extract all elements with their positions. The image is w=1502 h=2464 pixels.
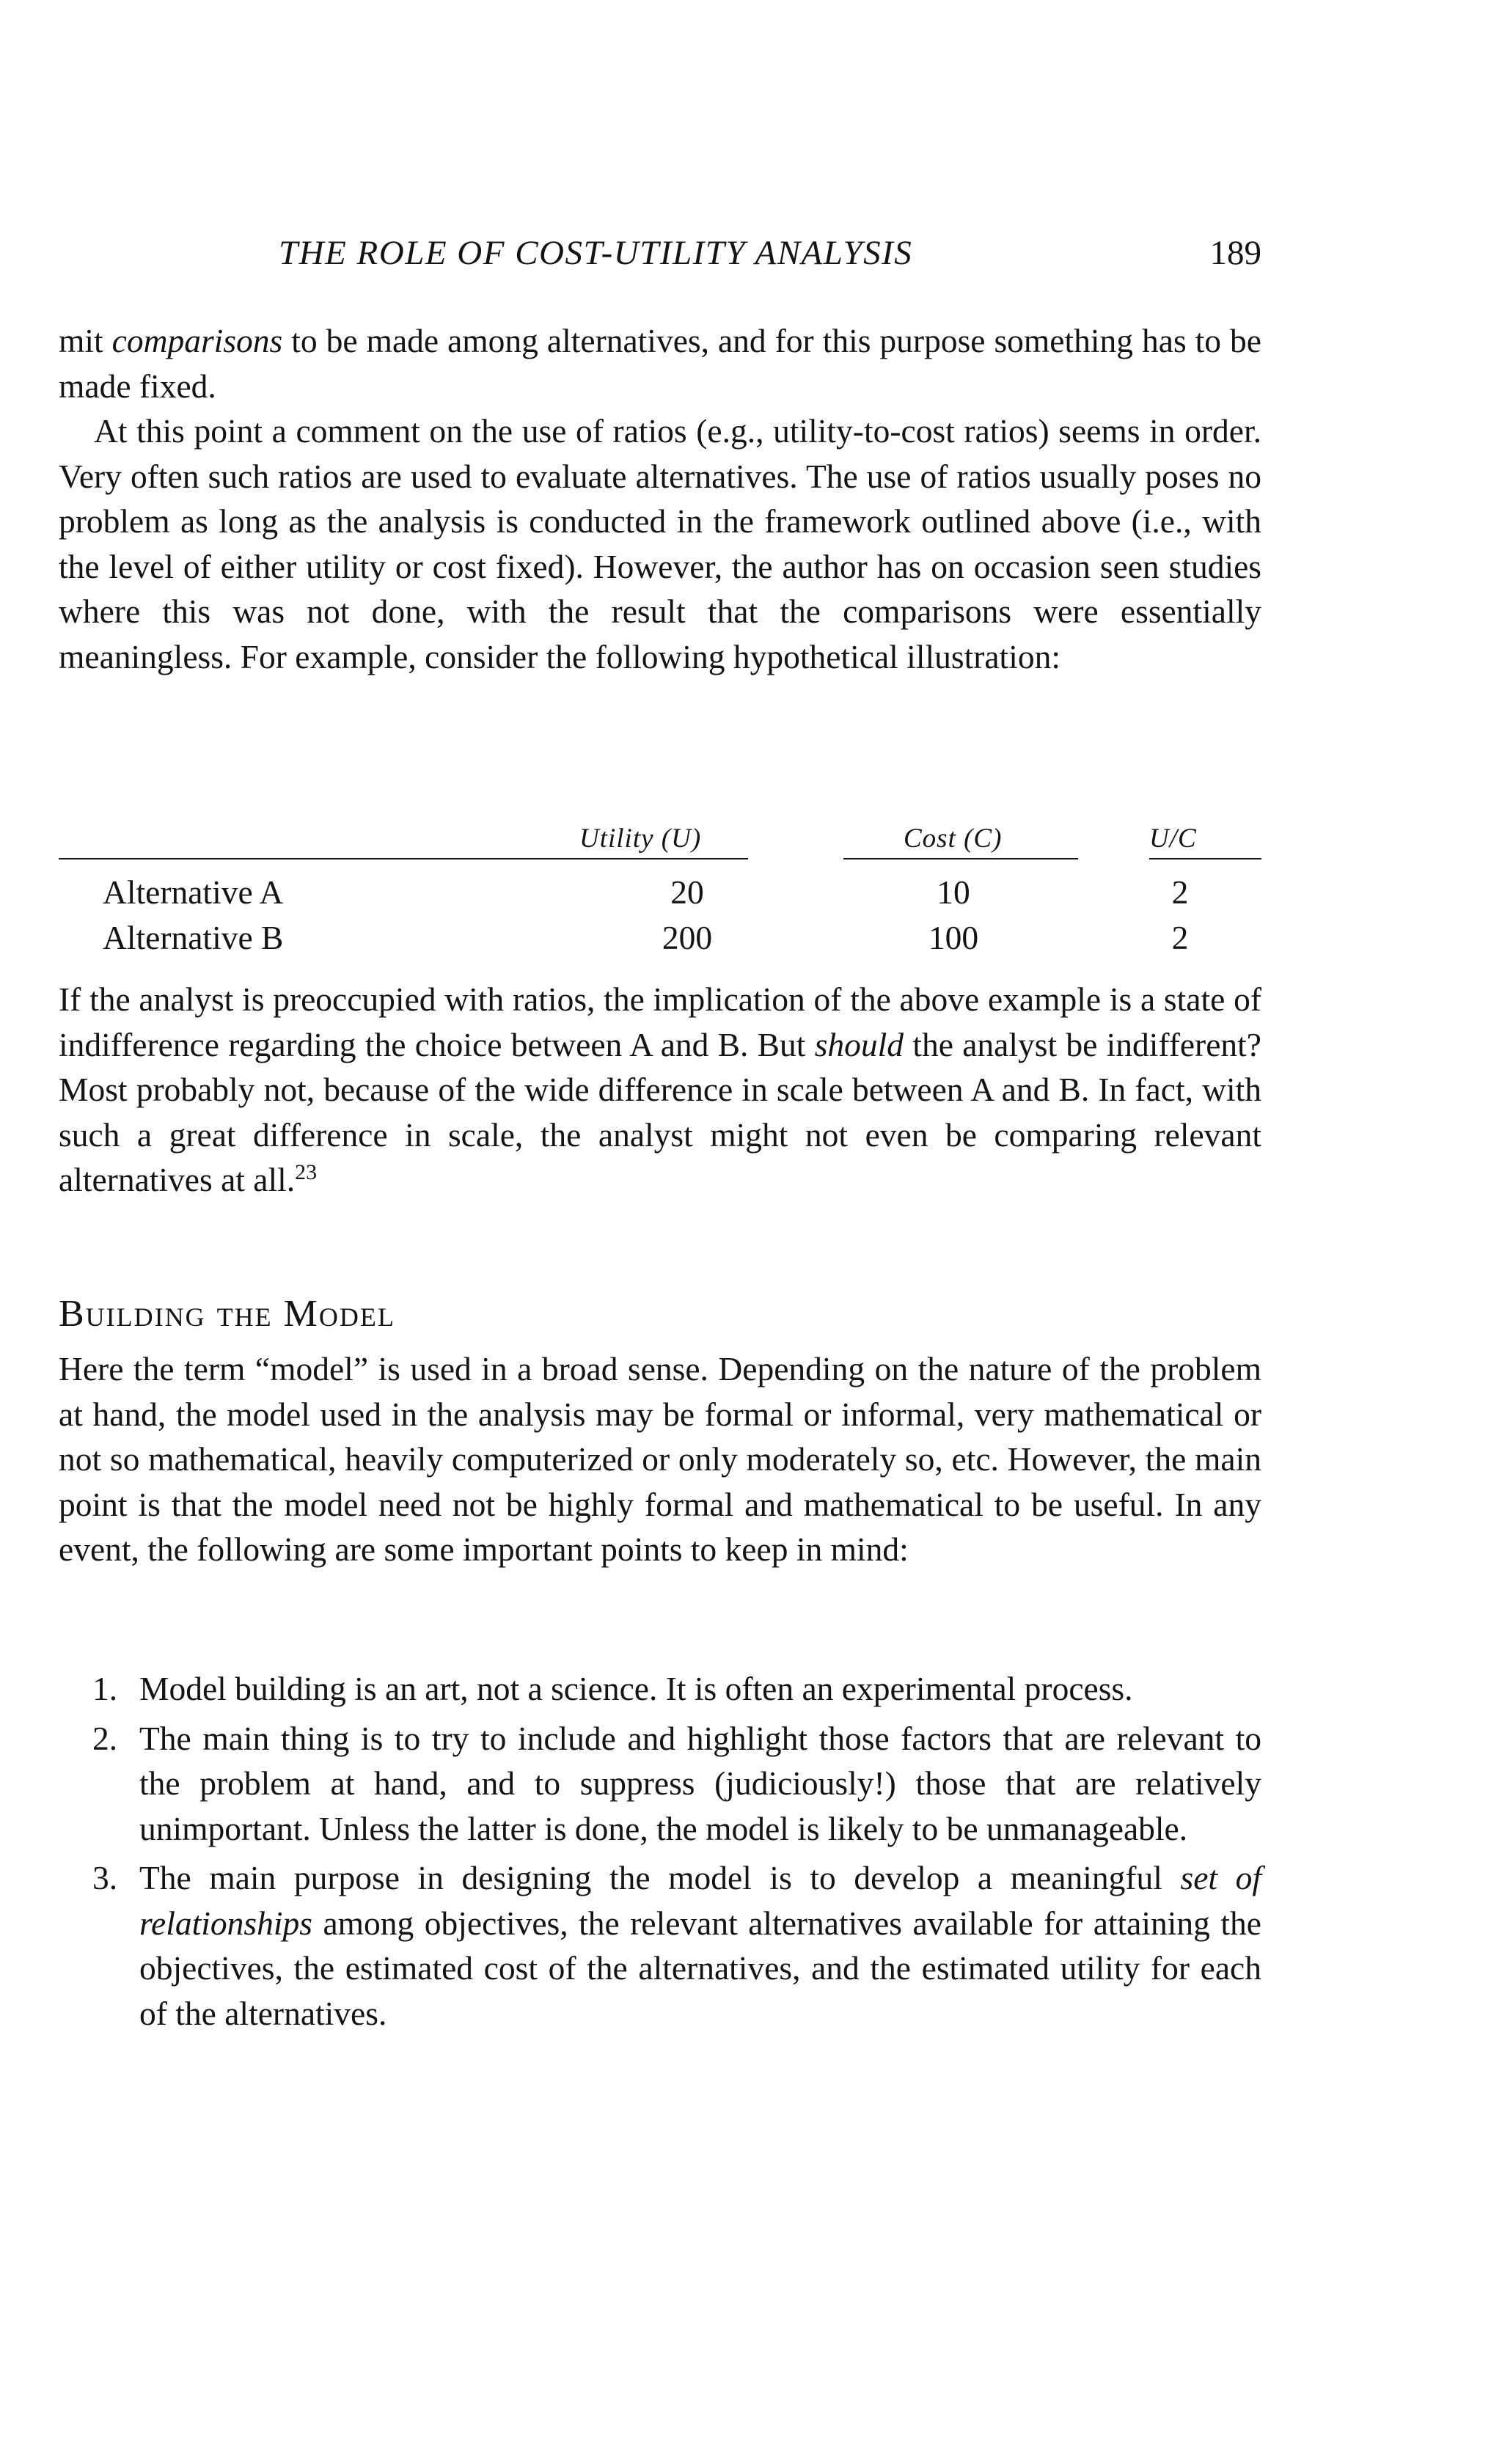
header-rule xyxy=(843,858,1078,859)
paragraph-text: to be made among alternatives, and for this purpose something has to be made fixed. xyxy=(59,322,1261,405)
column-header-utility: Utility (U) xyxy=(579,824,702,854)
model-paragraph xyxy=(59,1346,1261,1572)
ratio-value: 2 xyxy=(1171,919,1189,956)
paragraph xyxy=(59,977,1261,1203)
header-rule xyxy=(1149,858,1261,859)
column-header-ratio: U/C xyxy=(1149,824,1197,854)
list-number: 1. xyxy=(92,1670,118,1707)
list-item-text: Model building is an art, not a science. It is often an experimental process. xyxy=(139,1670,1133,1707)
list-item xyxy=(59,1666,1261,1712)
page-number: 189 xyxy=(1209,234,1261,272)
cost-value: 100 xyxy=(928,919,979,956)
opening-text-block xyxy=(59,318,1261,679)
utility-value: 200 xyxy=(662,919,713,956)
emphasis-text: comparisons xyxy=(111,322,283,359)
analysis-paragraph xyxy=(59,977,1261,1203)
running-title: THE ROLE OF COST-UTILITY ANALYSIS xyxy=(279,234,913,272)
paragraph-text: the analyst be indifferent? Most probably not, because of the wide difference in scale between A and B. In fact, with such a great difference in scale, the analyst might not even be comparing relevant alternatives at all. xyxy=(59,1025,1261,1198)
list-number: 3. xyxy=(92,1859,118,1896)
utility-value: 20 xyxy=(670,873,704,911)
emphasis-text: should xyxy=(814,1025,904,1063)
row-label: Alternative A xyxy=(103,873,284,911)
paragraph: Here the term “model” is used in a broad sense. Depending on the nature of the problem at hand, the model used in the analysis may be formal or informal, very mathematical or not so mathematical, heavily computerized or only moderately so, etc. However, the main point is that the model need not be highly formal and mathematical to be useful. In any event, the following are some important points to keep in mind: xyxy=(59,1350,1261,1568)
emphasis-text: set of relationships xyxy=(139,1859,1262,1942)
header-rule xyxy=(59,858,748,859)
list-item-text: The main purpose in designing the model is to develop a meaningful xyxy=(139,1859,1181,1896)
ratio-table xyxy=(59,823,1261,969)
column-header-cost: Cost (C) xyxy=(904,824,1003,854)
paragraph-text: mit xyxy=(59,322,112,359)
list-number: 2. xyxy=(92,1719,118,1757)
row-label: Alternative B xyxy=(103,919,284,956)
list-item xyxy=(59,1716,1261,1852)
footnote-reference: 23 xyxy=(295,1159,318,1184)
list-item-text: among objectives, the relevant alternatives available for attaining the objectives, the estimated cost of the alternatives, and the estimated utility for each of the alternatives. xyxy=(139,1904,1261,2032)
running-head xyxy=(59,233,1261,285)
book-page xyxy=(59,0,1261,2464)
ratios-paragraph: At this point a comment on the use of ratios (e.g., utility-to-cost ratios) seems in order. Very often such ratios are used to evaluate alternatives. The use of ratios usually poses no problem as long as the analysis is conducted in the framework outlined above (i.e., with the level of either utility or cost fixed). However, the author has on occasion seen studies where this was not done, with the result that the comparisons were essentially meaningless. For example, consider the following hypothetical illustration: xyxy=(59,412,1261,675)
list-item-text: The main thing is to try to include and highlight those factors that are relevant to the problem at hand, and to suppress (judiciously!) those that are relatively unimportant. Unless the latter is done, the model is likely to be unmanageable. xyxy=(139,1719,1261,1847)
numbered-list xyxy=(59,1666,1261,2040)
cost-value: 10 xyxy=(937,873,970,911)
ratio-value: 2 xyxy=(1171,873,1189,911)
section-heading: Building the Model xyxy=(59,1293,395,1335)
list-item xyxy=(59,1855,1261,2036)
paragraph-text: If the analyst is preoccupied with ratios, the implication of the above example is a state of indifference regarding the choice between A and B. But xyxy=(59,980,1261,1063)
continued-paragraph xyxy=(59,318,1261,408)
